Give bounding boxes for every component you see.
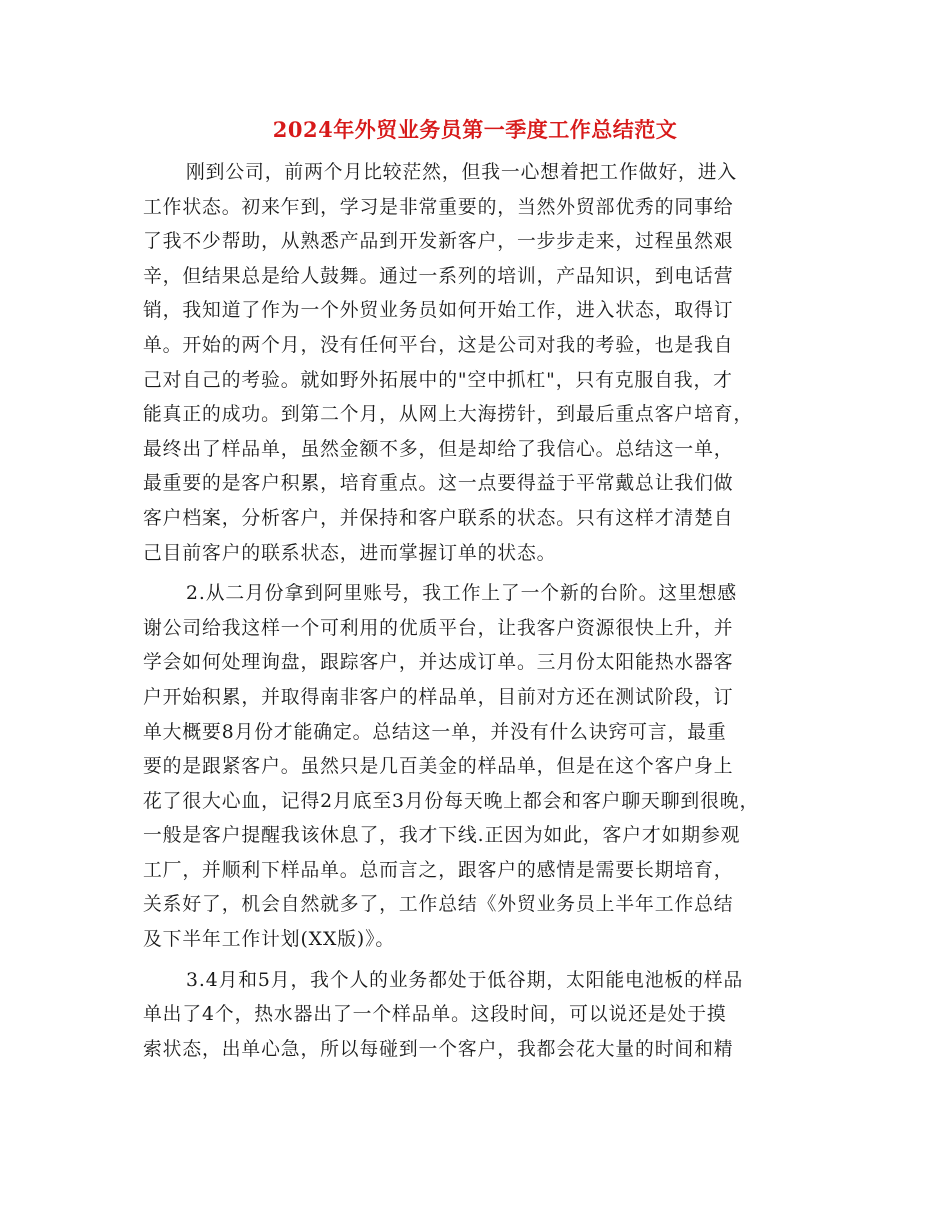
text-line: 最重要的是客户积累，培育重点。这一点要得益于平常戴总让我们做 [143,473,734,495]
text-line: 了我不少帮助，从熟悉产品到开发新客户，一步步走来，过程虽然艰 [143,231,734,253]
text-line: 工厂，并顺利下样品单。总而言之，跟客户的感情是需要长期培育， [143,859,734,881]
text-line: 花了很大心血，记得2月底至3月份每天晚上都会和客户聊天聊到很晚， [143,790,760,812]
text-line: 一般是客户提醒我该休息了，我才下线.正因为如此，客户才如期参观 [143,825,741,847]
text-line: 单出了4个，热水器出了一个样品单。这段时间，可以说还是处于摸 [143,1004,727,1026]
text-line: 单。开始的两个月，没有任何平台，这是公司对我的考验，也是我自 [143,334,734,356]
text-line: 关系好了，机会自然就多了，工作总结《外贸业务员上半年工作总结 [143,894,734,916]
text-line: 辛，但结果总是给人鼓舞。通过一系列的培训，产品知识，到电话营 [143,265,734,287]
text-line: 及下半年工作计划(XX版)》。 [143,929,396,951]
text-line: 3.4月和5月，我个人的业务都处于低谷期，太阳能电池板的样品 [186,969,744,991]
text-line: 2.从二月份拿到阿里账号，我工作上了一个新的台阶。这里想感 [186,583,738,605]
text-line: 己目前客户的联系状态，进而掌握订单的状态。 [143,542,557,564]
text-line: 谢公司给我这样一个可利用的优质平台，让我客户资源很快上升，并 [143,617,734,639]
paragraph-1 [143,156,823,571]
text-line: 刚到公司，前两个月比较茫然，但我一心想着把工作做好，进入 [186,162,738,183]
paragraph-3 [143,964,823,1068]
document-title: 2024年外贸业务员第一季度工作总结范文 [272,117,678,142]
text-line: 销，我知道了作为一个外贸业务员如何开始工作，进入状态，取得订 [143,300,734,322]
text-line: 最终出了样品单，虽然金额不多，但是却给了我信心。总结这一单， [143,438,734,460]
document-body [143,156,823,1073]
text-line: 工作状态。初来乍到，学习是非常重要的，当然外贸部优秀的同事给 [143,196,734,218]
paragraph-2 [143,577,823,958]
text-line: 能真正的成功。到第二个月，从网上大海捞针，到最后重点客户培育， [143,404,754,426]
text-line: 客户档案，分析客户，并保持和客户联系的状态。只有这样才清楚自 [143,507,734,529]
text-line: 己对自己的考验。就如野外拓展中的"空中抓杠"，只有克服自我，才 [143,369,733,391]
text-line: 要的是跟紧客户。虽然只是几百美金的样品单，但是在这个客户身上 [143,756,734,778]
text-line: 索状态，出单心急，所以每碰到一个客户，我都会花大量的时间和精 [143,1038,734,1060]
text-line: 学会如何处理询盘，跟踪客户，并达成订单。三月份太阳能热水器客 [143,652,734,674]
text-line: 单大概要8月份才能确定。总结这一单，并没有什么诀窍可言，最重 [143,721,727,743]
text-line: 户开始积累，并取得南非客户的样品单，目前对方还在测试阶段，订 [143,686,734,708]
